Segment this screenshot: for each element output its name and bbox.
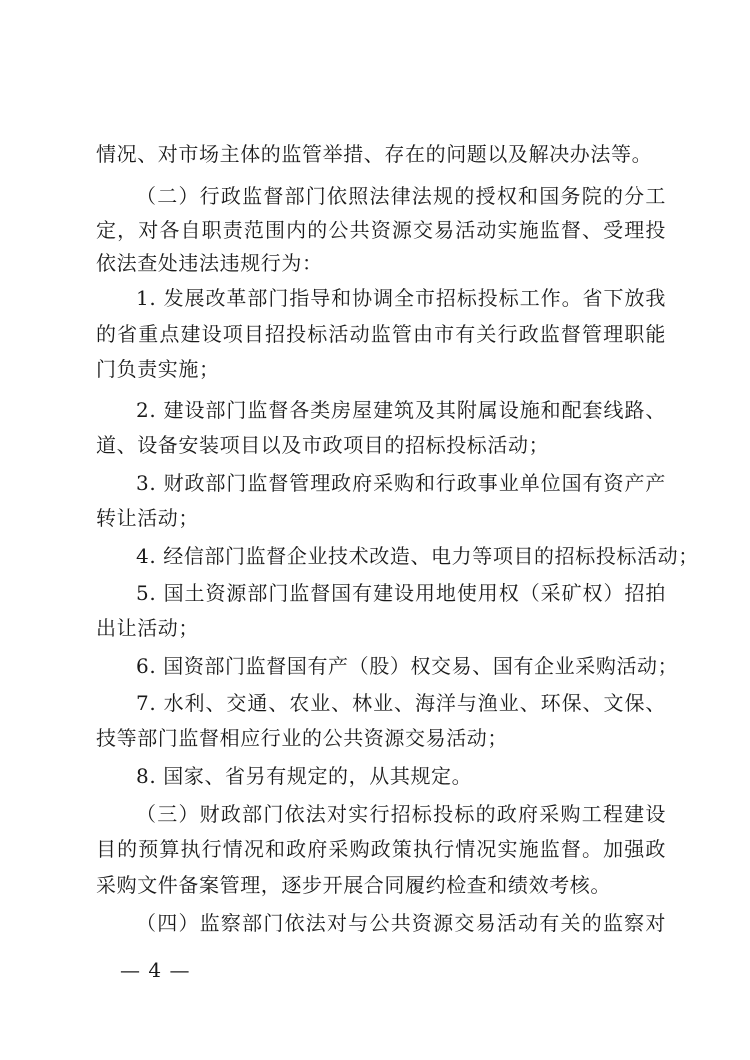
text-line: 7. 水利、交通、农业、林业、海洋与渔业、环保、文保、 (136, 691, 666, 715)
text-line: 5. 国土资源部门监督国有建设用地使用权（采矿权）招拍 (136, 581, 666, 605)
text-line: （三）财政部门依法对实行招标投标的政府采购工程建设 (136, 802, 666, 826)
text-line: 3. 财政部门监督管理政府采购和行政事业单位国有资产产 (136, 471, 666, 495)
text-line: （四）监察部门依法对与公共资源交易活动有关的监察对 (136, 911, 666, 935)
text-line: 的省重点建设项目招投标活动监管由市有关行政监督管理职能 (96, 322, 666, 346)
text-line: 2. 建设部门监督各类房屋建筑及其附属设施和配套线路、 (136, 398, 666, 422)
text-line: 定，对各自职责范围内的公共资源交易活动实施监督、受理投 (96, 218, 666, 242)
page-number: — 4 — (120, 958, 191, 982)
text-line: 1. 发展改革部门指导和协调全市招标投标工作。省下放我 (136, 286, 666, 310)
text-line: 目的预算执行情况和政府采购政策执行情况实施监督。加强政 (96, 837, 666, 861)
text-line: 出让活动； (96, 616, 199, 640)
text-line: 采购文件备案管理，逐步开展合同履约检查和绩效考核。 (96, 873, 611, 897)
text-line: 4. 经信部门监督企业技术改造、电力等项目的招标投标活动； (136, 544, 699, 568)
text-line: 门负责实施； (96, 357, 220, 381)
text-line: 道、设备安装项目以及市政项目的招标投标活动； (96, 433, 550, 457)
text-line: 依法查处违法违规行为： (96, 251, 323, 275)
text-line: （二）行政监督部门依照法律法规的授权和国务院的分工 (136, 184, 666, 208)
text-line: 技等部门监督相应行业的公共资源交易活动； (96, 726, 508, 750)
text-line: 6. 国资部门监督国有产（股）权交易、国有企业采购活动； (136, 654, 679, 678)
text-line: 8. 国家、省另有规定的，从其规定。 (136, 764, 473, 788)
text-line: 情况、对市场主体的监管举措、存在的问题以及解决办法等。 (96, 142, 653, 166)
text-line: 转让活动； (96, 506, 199, 530)
